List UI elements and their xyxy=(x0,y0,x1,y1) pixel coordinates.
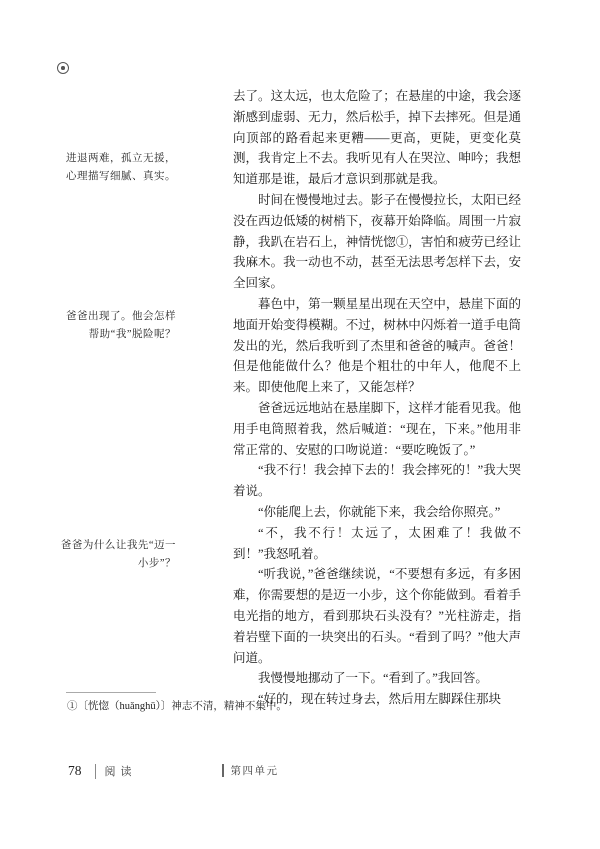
unit-divider xyxy=(222,764,224,777)
page-footer xyxy=(0,763,600,783)
footer-divider xyxy=(95,764,96,779)
footnote-divider xyxy=(66,692,156,693)
margin-note: 爸爸为什么让我先“迈一小步”？ xyxy=(60,540,176,569)
paragraph: 时间在慢慢地过去。影子在慢慢拉长，太阳已经没在西边低矮的树梢下，夜幕开始降临。周围一片寂静，我趴在岩石上，神情恍惚①，害怕和疲劳已经让我麻木。我一动也不动，甚至无法思考怎样下去，安全回家。 xyxy=(233,192,521,291)
paragraph: 爸爸远远地站在悬崖脚下，这样才能看见我。他用手电筒照着我，然后喊道：“现在，下来。”他用非常正常的、安慰的口吻说道：“要吃晚饭了。” xyxy=(233,400,521,457)
footnote: ①〔恍惚（huǎnghū）〕神志不清，精神不集中。 xyxy=(67,701,287,712)
paragraph: 去了。这太远，也太危险了；在悬崖的中途，我会逐渐感到虚弱、无力，然后松手，掉下去摔死。但是通向顶部的路看起来更糟——更高，更陡，更变化莫测，我肯定上不去。我听见有人在哭泣、呻吟；我想知道那是谁，最后才意识到那就是我。 xyxy=(233,89,521,187)
margin-note: 进退两难，孤立无援，心理描写细腻、真实。 xyxy=(66,153,176,182)
margin-note: 爸爸出现了。他会怎样帮助“我”脱险呢？ xyxy=(66,311,176,340)
section-label: 阅读 xyxy=(104,766,137,778)
paragraph: “好的，现在转过身去，然后用左脚踩住那块 xyxy=(258,692,502,707)
unit-label: 第四单元 xyxy=(230,766,279,777)
paragraph: 暮色中，第一颗星星出现在天空中，悬崖下面的地面开始变得模糊。不过，树林中闪烁着一道手电筒发出的光，然后我听到了杰里和爸爸的喊声。爸爸！但是他能做什么？他是个粗壮的中年人，他爬不上来。即使他爬上来了，又能怎样？ xyxy=(233,296,521,395)
paragraph: “我不行！我会掉下去的！我会摔死的！”我大哭着说。 xyxy=(233,463,521,499)
paragraph: 我慢慢地挪动了一下。“看到了。”我回答。 xyxy=(258,671,488,686)
paragraph: “你能爬上去，你就能下来，我会给你照亮。” xyxy=(258,504,501,519)
main-text-column xyxy=(233,86,521,710)
paragraph: “听我说，”爸爸继续说，“不要想有多远，有多困难，你需要想的是迈一小步，这个你能做到。看着手电光指的地方，看到那块石头没有？”光柱游走，指着岩壁下面的一块突出的石头。“看到了吗？”他大声问道。 xyxy=(233,567,521,665)
page-number: 78 xyxy=(68,763,82,778)
paragraph: “不，我不行！太远了，太困难了！我做不到！”我怒吼着。 xyxy=(233,525,521,561)
footer-left xyxy=(68,763,137,779)
corner-mark-icon xyxy=(57,62,69,74)
footer-unit xyxy=(222,763,279,778)
